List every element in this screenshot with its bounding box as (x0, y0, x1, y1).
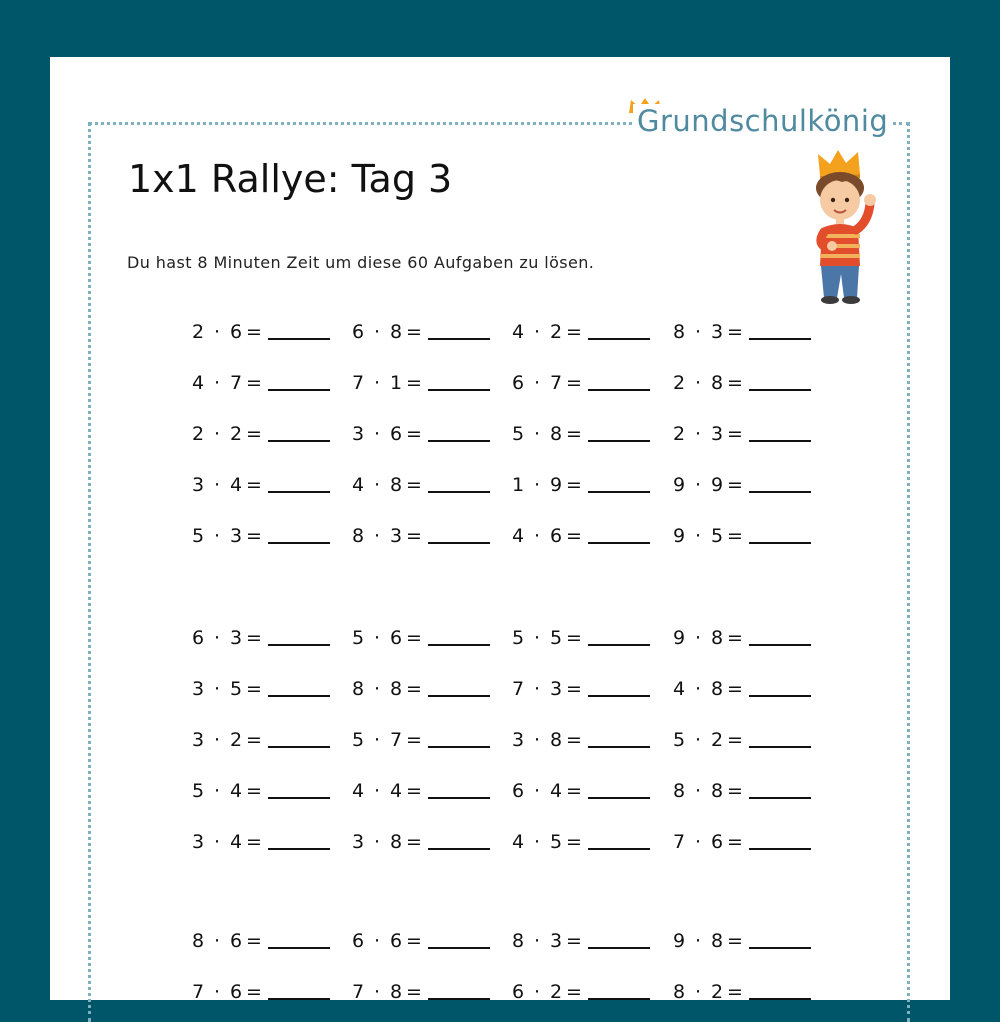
answer-blank[interactable] (749, 388, 811, 391)
multiply-operator: · (533, 423, 541, 445)
factor-b: 2 (711, 981, 724, 1003)
multiplication-problem (192, 930, 330, 952)
multiply-operator: · (213, 321, 221, 343)
multiplication-problem (352, 627, 490, 649)
factor-a: 8 (673, 780, 686, 802)
factor-a: 7 (192, 981, 205, 1003)
factor-a: 8 (512, 930, 525, 952)
multiply-operator: · (694, 678, 702, 700)
factor-b: 8 (390, 321, 403, 343)
equals-sign: = (566, 729, 582, 751)
equals-sign: = (406, 729, 422, 751)
factor-b: 3 (390, 525, 403, 547)
multiply-operator: · (694, 930, 702, 952)
factor-a: 1 (512, 474, 525, 496)
factor-b: 6 (390, 930, 403, 952)
answer-blank[interactable] (428, 643, 490, 646)
factor-a: 4 (352, 780, 365, 802)
factor-a: 8 (352, 678, 365, 700)
multiply-operator: · (533, 321, 541, 343)
multiply-operator: · (213, 678, 221, 700)
factor-b: 8 (390, 678, 403, 700)
equals-sign: = (566, 474, 582, 496)
equals-sign: = (566, 930, 582, 952)
equals-sign: = (566, 780, 582, 802)
multiplication-problem (512, 372, 650, 394)
factor-b: 1 (390, 372, 403, 394)
answer-blank[interactable] (428, 745, 490, 748)
equals-sign: = (566, 627, 582, 649)
factor-a: 9 (673, 474, 686, 496)
factor-a: 5 (352, 729, 365, 751)
multiply-operator: · (213, 525, 221, 547)
multiplication-problem (192, 831, 330, 853)
multiplication-problem (673, 321, 811, 343)
answer-blank[interactable] (428, 796, 490, 799)
answer-blank[interactable] (428, 847, 490, 850)
answer-blank[interactable] (428, 439, 490, 442)
multiply-operator: · (213, 780, 221, 802)
equals-sign: = (406, 525, 422, 547)
equals-sign: = (406, 474, 422, 496)
factor-a: 3 (192, 474, 205, 496)
equals-sign: = (406, 321, 422, 343)
multiplication-problem (192, 321, 330, 343)
answer-blank[interactable] (588, 541, 650, 544)
answer-blank[interactable] (588, 388, 650, 391)
answer-blank[interactable] (749, 946, 811, 949)
answer-blank[interactable] (749, 439, 811, 442)
equals-sign: = (727, 627, 743, 649)
answer-blank[interactable] (268, 439, 330, 442)
multiplication-problem (512, 678, 650, 700)
equals-sign: = (406, 627, 422, 649)
multiply-operator: · (694, 780, 702, 802)
factor-a: 6 (512, 372, 525, 394)
multiplication-problem (673, 627, 811, 649)
multiplication-problem (192, 627, 330, 649)
factor-b: 7 (390, 729, 403, 751)
equals-sign: = (727, 780, 743, 802)
answer-blank[interactable] (268, 796, 330, 799)
multiply-operator: · (694, 981, 702, 1003)
multiplication-problem (673, 423, 811, 445)
equals-sign: = (406, 423, 422, 445)
factor-a: 9 (673, 930, 686, 952)
answer-blank[interactable] (588, 847, 650, 850)
multiply-operator: · (373, 780, 381, 802)
equals-sign: = (727, 372, 743, 394)
equals-sign: = (727, 930, 743, 952)
multiply-operator: · (373, 930, 381, 952)
answer-blank[interactable] (428, 388, 490, 391)
answer-blank[interactable] (268, 337, 330, 340)
multiplication-problem (352, 525, 490, 547)
answer-blank[interactable] (749, 796, 811, 799)
multiply-operator: · (533, 930, 541, 952)
equals-sign: = (566, 525, 582, 547)
multiplication-problem (352, 780, 490, 802)
factor-a: 3 (352, 831, 365, 853)
factor-b: 2 (230, 423, 243, 445)
logo-text: Grundschulkönig (633, 104, 892, 138)
multiply-operator: · (533, 525, 541, 547)
factor-b: 3 (550, 930, 563, 952)
multiplication-problem (512, 525, 650, 547)
factor-a: 4 (512, 321, 525, 343)
multiply-operator: · (213, 372, 221, 394)
factor-a: 3 (192, 831, 205, 853)
multiply-operator: · (213, 729, 221, 751)
instruction-text: Du hast 8 Minuten Zeit um diese 60 Aufgaben zu lösen. (127, 253, 595, 272)
multiply-operator: · (694, 729, 702, 751)
equals-sign: = (246, 981, 262, 1003)
factor-a: 3 (192, 729, 205, 751)
factor-a: 2 (673, 372, 686, 394)
equals-sign: = (246, 321, 262, 343)
factor-b: 2 (550, 981, 563, 1003)
factor-a: 7 (352, 372, 365, 394)
factor-a: 4 (192, 372, 205, 394)
factor-a: 6 (512, 780, 525, 802)
factor-b: 9 (550, 474, 563, 496)
multiply-operator: · (533, 729, 541, 751)
factor-a: 8 (352, 525, 365, 547)
factor-b: 6 (711, 831, 724, 853)
multiply-operator: · (533, 981, 541, 1003)
factor-a: 6 (352, 930, 365, 952)
equals-sign: = (246, 780, 262, 802)
factor-a: 6 (512, 981, 525, 1003)
worksheet (50, 57, 950, 1003)
answer-blank[interactable] (749, 337, 811, 340)
factor-a: 5 (512, 423, 525, 445)
multiply-operator: · (533, 627, 541, 649)
equals-sign: = (566, 981, 582, 1003)
answer-blank[interactable] (588, 946, 650, 949)
factor-b: 8 (390, 474, 403, 496)
multiply-operator: · (533, 831, 541, 853)
factor-b: 6 (230, 930, 243, 952)
factor-b: 6 (230, 321, 243, 343)
factor-a: 9 (673, 525, 686, 547)
equals-sign: = (406, 678, 422, 700)
answer-blank[interactable] (749, 643, 811, 646)
equals-sign: = (246, 627, 262, 649)
equals-sign: = (727, 981, 743, 1003)
factor-b: 3 (711, 423, 724, 445)
multiply-operator: · (694, 474, 702, 496)
factor-b: 7 (550, 372, 563, 394)
multiply-operator: · (533, 372, 541, 394)
factor-a: 3 (352, 423, 365, 445)
multiplication-problem (673, 780, 811, 802)
multiply-operator: · (694, 372, 702, 394)
page-title: 1x1 Rallye: Tag 3 (128, 157, 453, 201)
multiplication-problem (192, 780, 330, 802)
factor-a: 4 (352, 474, 365, 496)
multiply-operator: · (213, 474, 221, 496)
multiplication-problem (192, 474, 330, 496)
logo (628, 97, 928, 147)
factor-b: 8 (711, 372, 724, 394)
equals-sign: = (246, 525, 262, 547)
equals-sign: = (246, 678, 262, 700)
factor-b: 3 (230, 627, 243, 649)
factor-b: 6 (390, 423, 403, 445)
factor-b: 8 (711, 930, 724, 952)
answer-blank[interactable] (268, 541, 330, 544)
multiplication-problem (352, 474, 490, 496)
answer-blank[interactable] (749, 847, 811, 850)
equals-sign: = (246, 372, 262, 394)
multiplication-problem (192, 729, 330, 751)
multiplication-problem (512, 831, 650, 853)
factor-a: 7 (512, 678, 525, 700)
factor-a: 7 (352, 981, 365, 1003)
answer-blank[interactable] (588, 439, 650, 442)
factor-b: 3 (711, 321, 724, 343)
factor-b: 4 (390, 780, 403, 802)
answer-blank[interactable] (268, 946, 330, 949)
factor-b: 8 (550, 423, 563, 445)
factor-a: 8 (192, 930, 205, 952)
answer-blank[interactable] (749, 541, 811, 544)
multiplication-problem (192, 423, 330, 445)
answer-blank[interactable] (588, 337, 650, 340)
multiplication-problem (673, 729, 811, 751)
factor-a: 2 (192, 423, 205, 445)
multiplication-problem (512, 729, 650, 751)
equals-sign: = (406, 372, 422, 394)
factor-a: 6 (352, 321, 365, 343)
answer-blank[interactable] (428, 694, 490, 697)
answer-blank[interactable] (749, 745, 811, 748)
factor-a: 5 (512, 627, 525, 649)
factor-a: 2 (673, 423, 686, 445)
answer-blank[interactable] (428, 946, 490, 949)
multiply-operator: · (373, 525, 381, 547)
factor-b: 8 (711, 780, 724, 802)
equals-sign: = (246, 423, 262, 445)
equals-sign: = (566, 831, 582, 853)
multiplication-problem (352, 729, 490, 751)
factor-b: 5 (230, 678, 243, 700)
multiplication-problem (512, 423, 650, 445)
equals-sign: = (246, 474, 262, 496)
answer-blank[interactable] (588, 796, 650, 799)
factor-b: 2 (230, 729, 243, 751)
equals-sign: = (566, 678, 582, 700)
multiplication-problem (673, 678, 811, 700)
equals-sign: = (566, 372, 582, 394)
factor-a: 5 (673, 729, 686, 751)
multiply-operator: · (694, 627, 702, 649)
factor-b: 6 (550, 525, 563, 547)
factor-a: 5 (352, 627, 365, 649)
equals-sign: = (406, 930, 422, 952)
multiplication-problem (352, 678, 490, 700)
equals-sign: = (727, 678, 743, 700)
equals-sign: = (406, 981, 422, 1003)
multiply-operator: · (373, 372, 381, 394)
multiply-operator: · (213, 627, 221, 649)
multiplication-problem (352, 930, 490, 952)
answer-blank[interactable] (268, 643, 330, 646)
equals-sign: = (727, 321, 743, 343)
multiplication-problem (352, 372, 490, 394)
multiply-operator: · (533, 780, 541, 802)
equals-sign: = (246, 831, 262, 853)
multiplication-problem (352, 423, 490, 445)
equals-sign: = (566, 423, 582, 445)
factor-b: 6 (390, 627, 403, 649)
factor-b: 5 (550, 831, 563, 853)
equals-sign: = (566, 321, 582, 343)
equals-sign: = (727, 525, 743, 547)
answer-blank[interactable] (268, 847, 330, 850)
multiply-operator: · (694, 525, 702, 547)
multiply-operator: · (213, 831, 221, 853)
multiply-operator: · (373, 831, 381, 853)
multiply-operator: · (373, 627, 381, 649)
factor-a: 5 (192, 780, 205, 802)
boy-with-crown-illustration (808, 148, 888, 308)
multiplication-problem (673, 831, 811, 853)
answer-blank[interactable] (268, 745, 330, 748)
multiplication-problem (512, 930, 650, 952)
answer-blank[interactable] (268, 388, 330, 391)
equals-sign: = (406, 780, 422, 802)
factor-a: 8 (673, 321, 686, 343)
multiplication-problem (673, 930, 811, 952)
equals-sign: = (727, 474, 743, 496)
factor-a: 3 (192, 678, 205, 700)
multiply-operator: · (533, 474, 541, 496)
multiply-operator: · (694, 423, 702, 445)
multiply-operator: · (533, 678, 541, 700)
multiplication-problem (512, 474, 650, 496)
multiplication-problem (512, 321, 650, 343)
factor-a: 4 (512, 831, 525, 853)
multiplication-problem (512, 627, 650, 649)
factor-b: 8 (711, 678, 724, 700)
factor-b: 4 (230, 780, 243, 802)
answer-blank[interactable] (588, 745, 650, 748)
multiply-operator: · (373, 981, 381, 1003)
multiplication-problem (512, 780, 650, 802)
multiplication-problem (673, 525, 811, 547)
answer-blank[interactable] (588, 490, 650, 493)
multiply-operator: · (373, 729, 381, 751)
multiply-operator: · (373, 423, 381, 445)
factor-b: 9 (711, 474, 724, 496)
factor-a: 3 (512, 729, 525, 751)
multiply-operator: · (213, 423, 221, 445)
multiply-operator: · (373, 474, 381, 496)
multiply-operator: · (373, 678, 381, 700)
equals-sign: = (727, 423, 743, 445)
factor-b: 8 (711, 627, 724, 649)
factor-b: 8 (390, 831, 403, 853)
equals-sign: = (727, 729, 743, 751)
answer-blank[interactable] (588, 694, 650, 697)
factor-b: 5 (711, 525, 724, 547)
multiplication-problem (673, 474, 811, 496)
factor-a: 7 (673, 831, 686, 853)
factor-a: 4 (512, 525, 525, 547)
factor-a: 4 (673, 678, 686, 700)
answer-blank[interactable] (428, 541, 490, 544)
answer-blank[interactable] (268, 694, 330, 697)
equals-sign: = (727, 831, 743, 853)
multiplication-problem (352, 321, 490, 343)
multiplication-problem (192, 525, 330, 547)
factor-b: 4 (230, 831, 243, 853)
factor-b: 3 (550, 678, 563, 700)
answer-blank[interactable] (749, 694, 811, 697)
equals-sign: = (406, 831, 422, 853)
factor-b: 6 (230, 981, 243, 1003)
factor-b: 8 (390, 981, 403, 1003)
multiplication-problem (192, 678, 330, 700)
multiply-operator: · (373, 321, 381, 343)
multiply-operator: · (213, 930, 221, 952)
factor-a: 9 (673, 627, 686, 649)
answer-blank[interactable] (588, 643, 650, 646)
factor-a: 8 (673, 981, 686, 1003)
equals-sign: = (246, 729, 262, 751)
multiply-operator: · (213, 981, 221, 1003)
multiply-operator: · (694, 831, 702, 853)
answer-blank[interactable] (428, 490, 490, 493)
factor-b: 4 (230, 474, 243, 496)
factor-b: 8 (550, 729, 563, 751)
factor-b: 2 (550, 321, 563, 343)
factor-b: 5 (550, 627, 563, 649)
factor-a: 2 (192, 321, 205, 343)
answer-blank[interactable] (428, 337, 490, 340)
multiply-operator: · (694, 321, 702, 343)
multiplication-problem (673, 372, 811, 394)
answer-blank[interactable] (749, 490, 811, 493)
answer-blank[interactable] (268, 490, 330, 493)
factor-b: 3 (230, 525, 243, 547)
factor-b: 7 (230, 372, 243, 394)
factor-a: 6 (192, 627, 205, 649)
multiplication-problem (352, 831, 490, 853)
factor-b: 2 (711, 729, 724, 751)
factor-b: 4 (550, 780, 563, 802)
multiplication-problem (192, 372, 330, 394)
equals-sign: = (246, 930, 262, 952)
factor-a: 5 (192, 525, 205, 547)
